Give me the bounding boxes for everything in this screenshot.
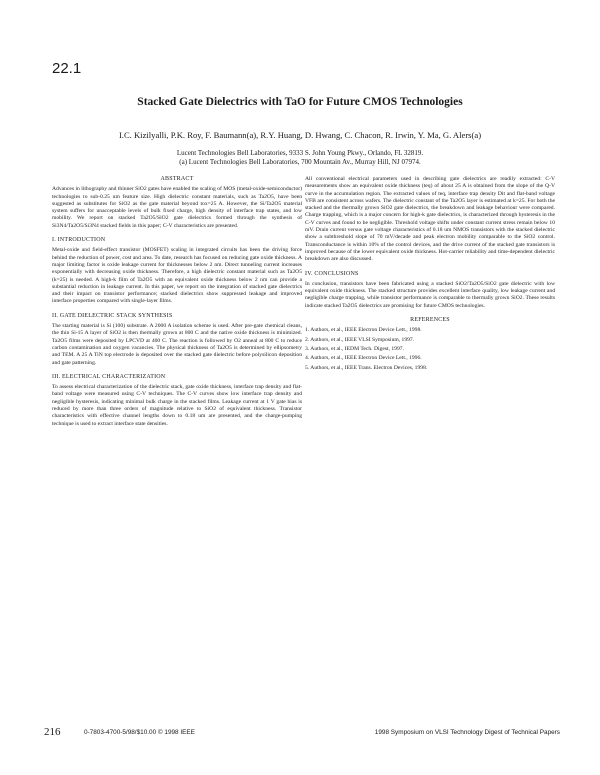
abstract-text: Advances in lithography and thinner SiO2 gates have enabled the scaling of MOS (metal-oxide-semiconductor) technologies to sub-0.25 um feature size. High dielectric constant materials, such as Ta2O5, have been suggested as substitutes for SiO2 as the gate material beyond tox=25 A. However, the Si/Ta2O5 material system suffers for unacceptable levels of bulk fixed charge, high density of interface trap states, and low mobility. We report on stacked Ta2O5/SiO2 gate dielectrics formed through the synthesis of Si3N4/Ta2O5/Si3N4 stacked fields in this paper; C-V characteristics are presented. xyxy=(52,186,302,229)
references-heading: REFERENCES xyxy=(410,317,450,324)
intro-text: Metal-oxide and field-effect transistor (MOSFET) scaling in integrated circuits has been the driving force behind the reduction of power, cost and area. To date, research has focused on reducing gate oxide thickness. A major limiting factor is oxide leakage current for thicknesses below 2 nm. Direct tunneling current increases exponentially with decreasing oxide thickness. Therefore, a high dielectric constant material such as Ta2O5 (k=25) is needed. A high-k film of Ta2O5 with an equivalent oxide thickness below 2 nm can provide a substantial reduction in leakage current. In this paper, we report on the integration of stacked gate dielectrics and their impact on transistor performance; stacked dielectrics show suppressed leakage and improved interface properties compared with single-layer films. xyxy=(52,247,302,305)
abstract-heading: ABSTRACT xyxy=(160,176,194,182)
affiliation-line: (a) Lucent Technologies Bell Laboratories, 700 Mountain Av., Murray Hill, NJ 07974. xyxy=(179,158,421,166)
reference-item: 1. Authors, et al., IEEE Electron Device Lett., 1998. xyxy=(305,327,422,334)
reference-list xyxy=(305,327,555,371)
conclusions-text: In conclusion, transistors have been fabricated using a stacked SiO2/Ta2O5/SiO2 gate dielectric with low equivalent oxide thickness. The stacked structure provides excellent interface quality, low leakage current and negligible charge trapping, while transistor performance is comparable to thermally grown SiO2. These results indicate stacked Ta2O5 dielectrics are promising for future CMOS technologies. xyxy=(305,280,555,309)
synthesis-heading: II. GATE DIELECTRIC STACK SYNTHESIS xyxy=(52,312,173,319)
affiliations xyxy=(0,149,600,167)
copyright-code: 0-7803-4700-5/98/$10.00 © 1998 IEEE xyxy=(84,729,195,736)
intro-heading: I. INTRODUCTION xyxy=(52,237,106,244)
reference-item: 5. Authors, et al., IEEE Trans. Electron Devices, 1998. xyxy=(305,364,428,371)
conference-name: 1998 Symposium on VLSI Technology Digest of Technical Papers xyxy=(374,729,560,736)
synthesis-text: The starting material is Si (100) substrate. A 2000 A isolation scheme is used. After pre-gate chemical cleans, the thin Si-15 A layer of SiO2 is then thermally grown at 800 C and the native oxide thickness is minimized. Ta2O5 films were deposited by LPCVD at 400 C. The reaction is followed by O2 anneal at 800 C to reduce carbon contamination and oxygen vacancies. The physical thickness of Ta2O5 is determined by ellipsometry and TEM. A 25 A TiN top electrode is deposited over the stacked gate dielectric before polysilicon deposition and gate patterning. xyxy=(52,323,302,366)
electrical-heading: III. ELECTRICAL CHARACTERIZATION xyxy=(52,373,166,380)
reference-item: 4. Authors, et al., IEEE Electron Device Lett., 1996. xyxy=(305,355,422,362)
left-column xyxy=(52,176,302,428)
electrical-text: To assess electrical characterization of the dielectric stack, gate oxide thickness, interface trap density and flat-band voltage were measured using C-V techniques. The C-V curves show low interface trap density and negligible hysteresis, indicating minimal bulk charge in the stacked films. Leakage current at 1 V gate bias is reduced by more than three orders of magnitude relative to SiO2 of equivalent thickness. Transistor characteristics with effective channel lengths down to 0.18 um are presented, and the charge-pumping technique is used to extract interface state densities. xyxy=(52,384,302,427)
paper-title: Stacked Gate Dielectrics with TaO for Future CMOS Technologies xyxy=(137,96,463,108)
affiliation-line: Lucent Technologies Bell Laboratories, 9333 S. John Young Pkwy., Orlando, FL 32819. xyxy=(176,149,424,157)
page-number: 216 xyxy=(44,726,61,738)
reference-item: 2. Authors, et al., IEEE VLSI Symposium, 1997. xyxy=(305,336,415,343)
results-text: All conventional electrical parameters used in describing gate dielectrics are readily extracted: C-V measurements show an equivalent oxide thickness (teq) of about 25 A is obtained from the slope of the Q-V curve in the accumulation region. The extracted values of teq, interface trap density Dit and flat-band voltage VFB are consistent across wafers. The dielectric constant of the Ta2O5 layer is estimated at k=25. For both the stacked and the thermally grown SiO2 gate dielectrics, the breakdown and leakage behaviour were compared. Charge trapping, which is a major concern for high-k gate dielectrics, is characterized through hysteresis in the C-V curves and found to be negligible. Threshold voltage shifts under constant current stress remain below 10 mV. Drain current versus gate voltage characteristics of 0.18 um NMOS transistors with the stacked dielectric show a subthreshold slope of 70 mV/decade and peak electron mobility comparable to the SiO2 control. Transconductance is within 10% of the control devices, and the drive current of the stacked gate transistors is improved because of the lower equivalent oxide thickness. Hot-carrier reliability and time-dependent dielectric breakdown are also discussed. xyxy=(305,176,555,263)
conclusions-heading: IV. CONCLUSIONS xyxy=(305,270,359,277)
right-column xyxy=(305,176,555,374)
paper-id: 22.1 xyxy=(52,60,82,77)
reference-item: 3. Authors, et al., IEDM Tech. Digest, 1997. xyxy=(305,345,404,352)
author-list: I.C. Kizilyalli, P.K. Roy, F. Baumann(a), R.Y. Huang, D. Hwang, C. Chacon, R. Irwin, Y. Ma, G. Alers(a) xyxy=(118,130,482,140)
